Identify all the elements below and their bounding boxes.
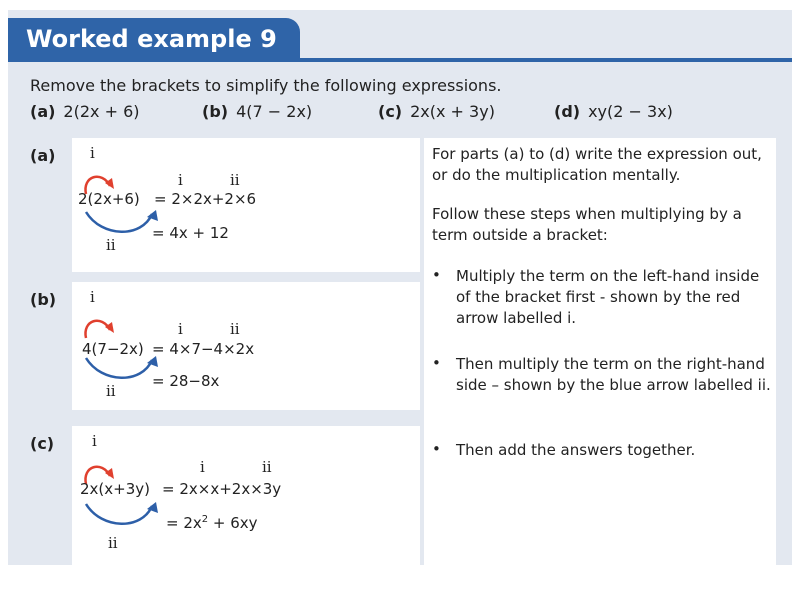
bullet-2-text: Then multiply the term on the right-hand side – shown by the blue arrow labelled ii. <box>456 355 771 394</box>
example-b-box <box>72 282 420 410</box>
expression-c: (c) 2x(x + 3y) <box>378 102 495 121</box>
expansion-a: = 2×2x+2×6 <box>154 190 257 208</box>
lhs-a: 2(2x+6) <box>78 190 140 208</box>
bullet-1-text: Multiply the term on the left-hand inside of the bracket first - shown by the red arrow labelled i. <box>456 267 760 327</box>
expression-a: (a) 2(2x + 6) <box>30 102 140 121</box>
red-arrow-b <box>85 321 110 338</box>
bullet-2-marker: • <box>432 354 441 372</box>
term-label-i: i <box>178 171 183 189</box>
bullet-3-text: Then add the answers together. <box>456 441 696 459</box>
expression-b: (b) 4(7 − 2x) <box>202 102 313 121</box>
explanation-box <box>424 138 776 565</box>
arrow-label-i: i <box>92 432 97 450</box>
example-a-box <box>72 138 420 272</box>
arrow-label-ii: ii <box>106 382 116 400</box>
result-b: = 28−8x <box>152 372 220 390</box>
term-label-ii: ii <box>262 458 272 476</box>
expression-list <box>30 102 790 124</box>
explanation-paragraph-2: Follow these steps when multiplying by a term outside a bracket: <box>432 205 742 244</box>
expansion-c: = 2x×x+2x×3y <box>162 480 282 498</box>
blue-arrow-b <box>86 358 152 378</box>
bullet-3-marker: • <box>432 440 441 458</box>
term-label-i: i <box>178 320 183 338</box>
blue-arrow-c <box>86 504 152 524</box>
example-b-label: (b) <box>30 290 57 309</box>
page-title: Worked example 9 <box>26 25 277 53</box>
lhs-c: 2x(x+3y) <box>80 480 150 498</box>
arrow-label-ii: ii <box>108 534 118 552</box>
example-c-label: (c) <box>30 434 55 453</box>
bullet-1-marker: • <box>432 266 441 284</box>
result-c: = $2x^2 + 6xy$ <box>166 514 258 532</box>
term-label-ii: ii <box>230 171 240 189</box>
lhs-b: 4(7−2x) <box>82 340 144 358</box>
example-a-label: (a) <box>30 146 56 165</box>
term-label-i: i <box>200 458 205 476</box>
title-divider <box>8 58 792 62</box>
explanation-paragraph-1: For parts (a) to (d) write the expression out, or do the multiplication mentally. <box>432 145 762 184</box>
arrow-label-ii: ii <box>106 236 116 254</box>
arrow-label-i: i <box>90 144 95 162</box>
instruction-text: Remove the brackets to simplify the following expressions. <box>30 76 502 95</box>
term-label-ii: ii <box>230 320 240 338</box>
arrow-label-i: i <box>90 288 95 306</box>
blue-arrow-a <box>86 212 152 232</box>
expansion-b: = 4×7−4×2x <box>152 340 255 358</box>
title-tab <box>8 18 300 60</box>
example-c-box <box>72 426 420 565</box>
expression-d: (d) xy(2 − 3x) <box>554 102 673 121</box>
result-a: = 4x + 12 <box>152 224 229 242</box>
